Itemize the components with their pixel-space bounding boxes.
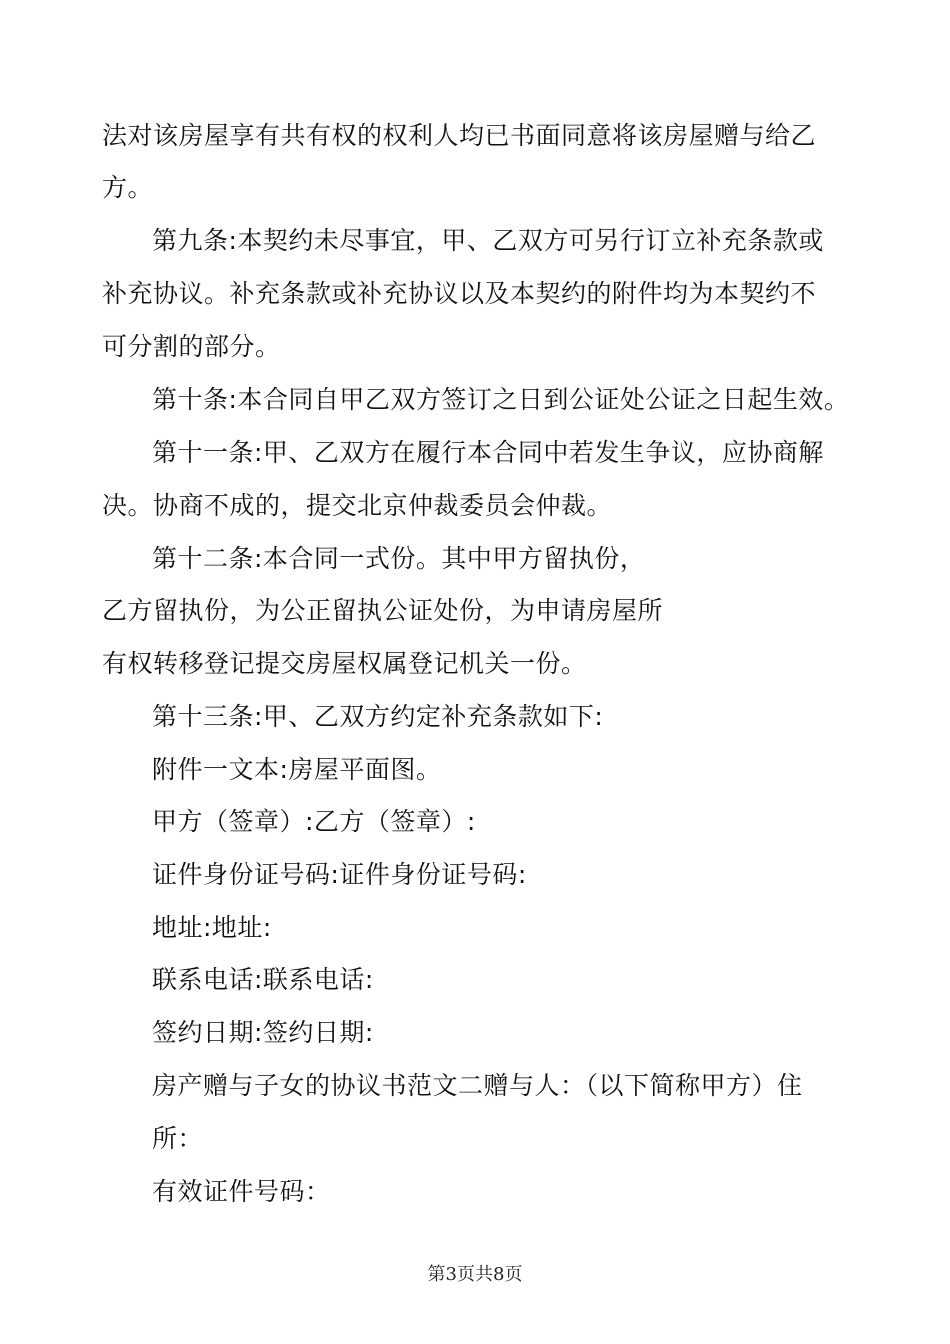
text-line: 联系电话:联系电话: — [152, 965, 374, 994]
text-line: 房产赠与子女的协议书范文二赠与人：（以下简称甲方）住 — [152, 1071, 803, 1100]
text-line: 所： — [152, 1124, 204, 1153]
text-line: 甲方（签章）:乙方（签章）: — [152, 807, 476, 836]
text-line: 第十三条:甲、乙双方约定补充条款如下: — [152, 702, 604, 731]
text-line: 地址:地址: — [152, 913, 272, 942]
text-line: 决。协商不成的，提交北京仲裁委员会仲裁。 — [102, 491, 613, 520]
text-line: 有权转移登记提交房屋权属登记机关一份。 — [102, 649, 587, 678]
text-line: 第十二条:本合同一式份。其中甲方留执份， — [152, 544, 646, 573]
text-line: 补充协议。补充条款或补充协议以及本契约的附件均为本契约不 — [102, 279, 817, 308]
text-line: 法对该房屋享有共有权的权利人均已书面同意将该房屋赠与给乙 — [102, 121, 817, 150]
text-line: 可分割的部分。 — [102, 332, 281, 361]
page-number-footer: 第3页共8页 — [427, 1264, 523, 1285]
text-line: 附件一文本:房屋平面图。 — [152, 755, 442, 784]
text-line: 乙方留执份，为公正留执公证处份，为申请房屋所 — [102, 596, 664, 625]
text-line: 有效证件号码： — [152, 1177, 331, 1206]
text-line: 第九条:本契约未尽事宜，甲、乙双方可另行订立补充条款或 — [152, 226, 824, 255]
text-line: 第十条:本合同自甲乙双方签订之日到公证处公证之日起生效。 — [152, 385, 850, 414]
text-line: 证件身份证号码:证件身份证号码: — [152, 860, 527, 889]
text-line: 方。 — [102, 173, 154, 202]
text-line: 签约日期:签约日期: — [152, 1018, 374, 1047]
text-line: 第十一条:甲、乙双方在履行本合同中若发生争议，应协商解 — [152, 438, 824, 467]
